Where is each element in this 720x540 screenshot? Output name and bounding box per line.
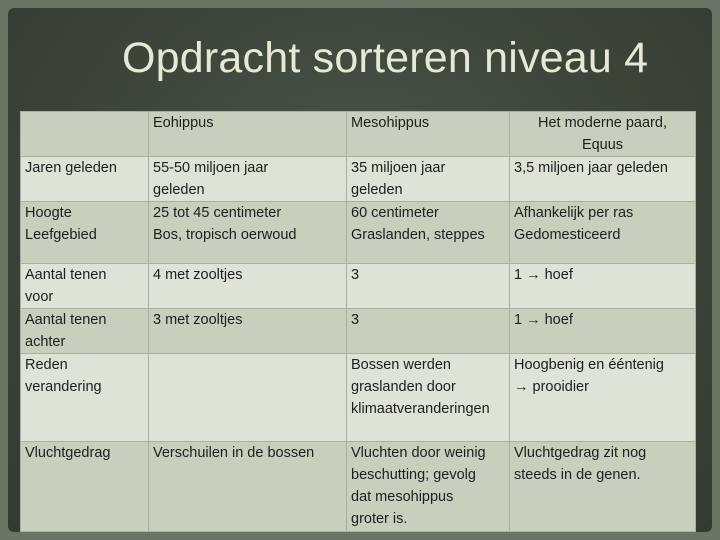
horse-evolution-table [20,111,696,532]
row-label: Aantal tenen voor [21,264,149,309]
table-cell: 1 → hoef [510,309,696,354]
table-row [21,309,696,354]
table-cell: 4 met zooltjes [149,264,347,309]
table-cell: Hoogbenig en ééntenig → prooidier [510,354,696,442]
row-label: Hoogte Leefgebied [21,202,149,264]
table-row [21,354,696,442]
table-row [21,442,696,532]
table-cell: Verschuilen in de bossen [149,442,347,532]
header-cell-eohippus: Eohippus [149,112,347,157]
table-cell: 3,5 miljoen jaar geleden [510,157,696,202]
table-row [21,157,696,202]
row-label: Jaren geleden [21,157,149,202]
table-cell: 3 [347,264,510,309]
slide-title: Opdracht sorteren niveau 4 [122,34,649,82]
table-cell: 60 centimeter Graslanden, steppes [347,202,510,264]
table-cell: 25 tot 45 centimeter Bos, tropisch oerwoud [149,202,347,264]
table-row [21,264,696,309]
table-cell: Afhankelijk per ras Gedomesticeerd [510,202,696,264]
table-cell: 3 [347,309,510,354]
table-cell: 35 miljoen jaar geleden [347,157,510,202]
table-cell [149,354,347,442]
table-cell: Bossen werden graslanden door klimaatveranderingen [347,354,510,442]
table-row [21,202,696,264]
table-cell: Vluchtgedrag zit nog steeds in de genen. [510,442,696,532]
table-cell: 3 met zooltjes [149,309,347,354]
row-label: Reden verandering [21,354,149,442]
table-cell: 1 → hoef [510,264,696,309]
header-cell-empty [21,112,149,157]
row-label: Vluchtgedrag [21,442,149,532]
table-header-row [21,112,696,157]
table-cell: Vluchten door weinig beschutting; gevolg dat mesohippus groter is. [347,442,510,532]
row-label: Aantal tenen achter [21,309,149,354]
table-cell: 55-50 miljoen jaar geleden [149,157,347,202]
header-cell-equus: Het moderne paard, Equus [510,112,696,157]
header-cell-mesohippus: Mesohippus [347,112,510,157]
